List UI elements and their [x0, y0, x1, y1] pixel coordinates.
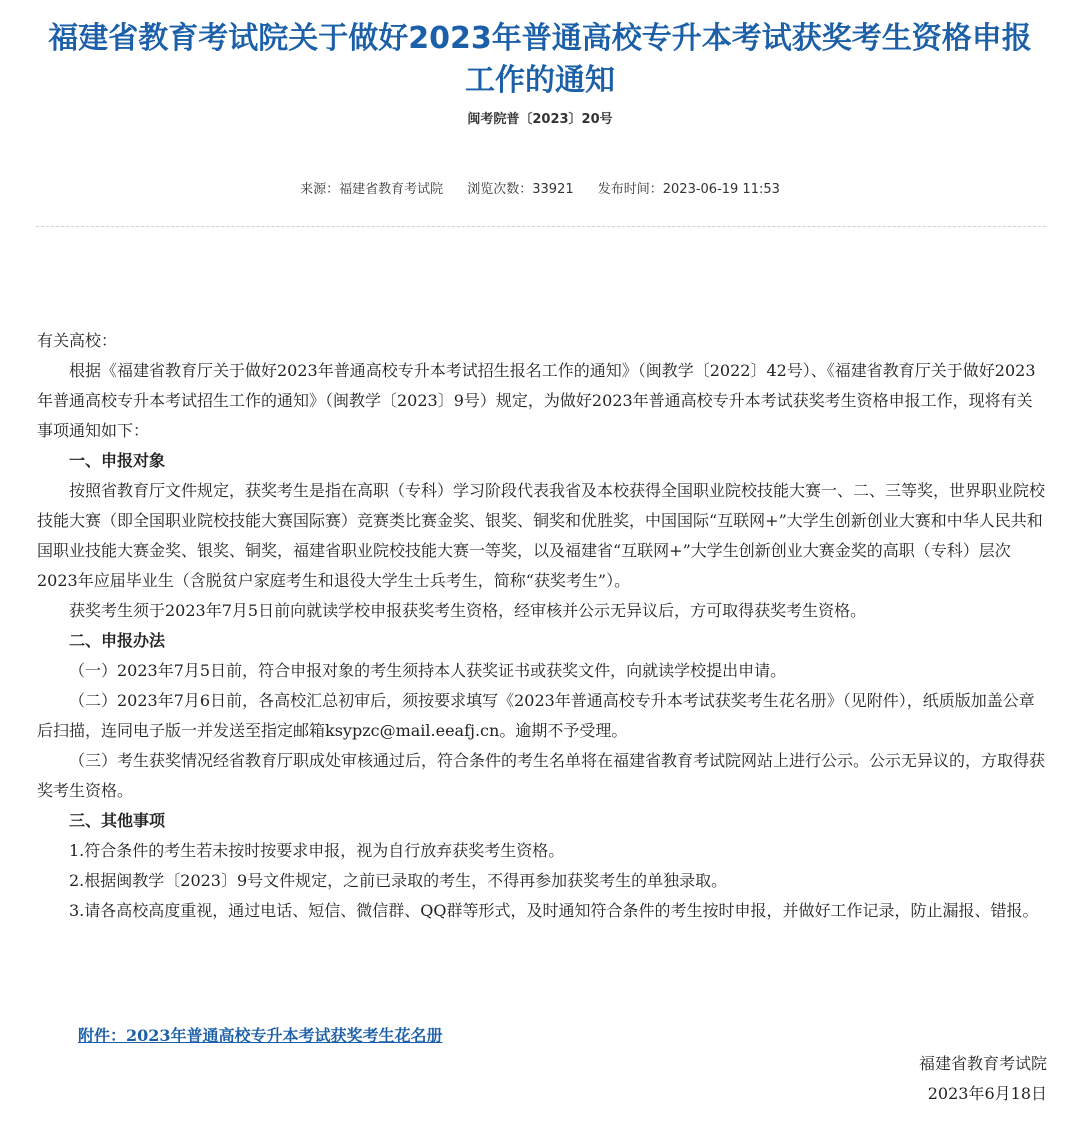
section-heading-1: 一、申报对象 — [69, 451, 166, 470]
divider — [36, 226, 1046, 227]
section1-paragraph-1: 按照省教育厅文件规定，获奖考生是指在高职（专科）学习阶段代表我省及本校获得全国职业院校技能大赛一、二、三等奖，世界职业院校技能大赛（即全国职业院校技能大赛国际赛）竞赛类比赛金奖、银奖、铜奖和优胜奖，中国国际“互联网+”大学生创新创业大赛和中华人民共和国职业技能大赛金奖、银奖、铜奖，福建省职业院校技能大赛一等奖，以及福建省“互联网+”大学生创新创业大赛金奖的高职（专科）层次2023年应届毕业生（含脱贫户家庭考生和退役大学生士兵考生，简称“获奖考生”）。 — [37, 481, 1046, 590]
page-title: 福建省教育考试院关于做好2023年普通高校专升本考试获奖考生资格申报工作的通知 — [48, 21, 1032, 98]
attachment-link[interactable]: 附件：2023年普通高校专升本考试获奖考生花名册 — [78, 1026, 443, 1045]
section3-paragraph-1: 1.符合条件的考生若未按时按要求申报，视为自行放弃获奖考生资格。 — [69, 841, 565, 860]
section3-paragraph-2: 2.根据闽教学〔2023〕9号文件规定，之前已录取的考生，不得再参加获奖考生的单独录取。 — [69, 871, 728, 890]
section-heading-3: 三、其他事项 — [69, 811, 166, 830]
section2-paragraph-3: （三）考生获奖情况经省教育厅职成处审核通过后，符合条件的考生名单将在福建省教育考试院网站上进行公示。公示无异议的，方取得获奖考生资格。 — [37, 751, 1046, 800]
section-heading-2: 二、申报办法 — [69, 631, 166, 650]
source-label: 来源：福建省教育考试院 — [300, 182, 444, 197]
section2-paragraph-2: （二）2023年7月6日前，各高校汇总初审后，须按要求填写《2023年普通高校专升本考试获奖考生花名册》（见附件），纸质版加盖公章后扫描，连同电子版一并发送至指定邮箱ksypzc@mail.eeafj.cn。逾期不予受理。 — [37, 691, 1035, 740]
article-meta — [0, 178, 1080, 197]
salutation: 有关高校： — [37, 331, 118, 350]
section3-paragraph-3: 3.请各高校高度重视，通过电话、短信、微信群、QQ群等形式，及时通知符合条件的考生按时申报，并做好工作记录，防止漏报、错报。 — [69, 901, 1039, 920]
article-body — [37, 326, 1047, 926]
section2-paragraph-1: （一）2023年7月5日前，符合申报对象的考生须持本人获奖证书或获奖文件，向就读学校提出申请。 — [69, 661, 787, 680]
signature-org: 福建省教育考试院 — [918, 1054, 1047, 1073]
publish-time: 发布时间：2023-06-19 11:53 — [597, 182, 780, 197]
view-count: 浏览次数：33921 — [467, 182, 574, 197]
intro-paragraph: 根据《福建省教育厅关于做好2023年普通高校专升本考试招生报名工作的通知》（闽教学〔2022〕42号）、《福建省教育厅关于做好2023年普通高校专升本考试招生工作的通知》（闽教学〔2023〕9号）规定，为做好2023年普通高校专升本考试获奖考生资格申报工作，现将有关事项通知如下： — [37, 361, 1036, 440]
signature-date: 2023年6月18日 — [927, 1084, 1047, 1103]
section1-paragraph-2: 获奖考生须于2023年7月5日前向就读学校申报获奖考生资格，经审核并公示无异议后，方可取得获奖考生资格。 — [69, 601, 867, 620]
document-number: 闽考院普〔2023〕20号 — [467, 112, 613, 127]
signature-block — [919, 1049, 1047, 1109]
